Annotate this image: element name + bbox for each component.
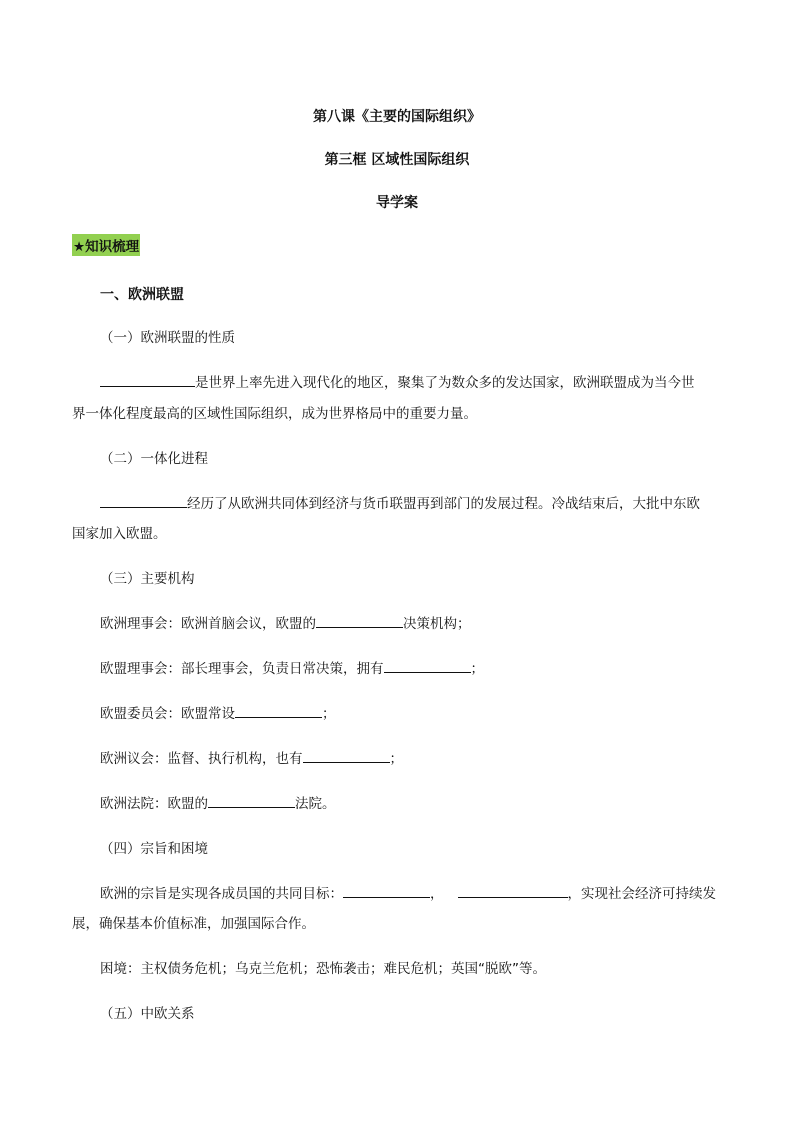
fill-blank[interactable] [100, 374, 195, 387]
lesson-title: 第八课《主要的国际组织》 [313, 109, 481, 125]
aims-text-end: ，实现社会经济可持续发 [567, 886, 716, 902]
commission-text-end: ； [322, 706, 336, 722]
commission-text: 欧盟委员会：欧盟常设 [100, 706, 235, 722]
integration-text: 经历了从欧洲共同体到经济与货币联盟再到部门的发展过程。冷战结束后，大批中东欧 [187, 496, 700, 512]
fill-blank[interactable] [100, 495, 187, 508]
fill-blank[interactable] [303, 750, 390, 763]
council-text-end: 决策机构； [403, 616, 471, 632]
aims-paragraph-line1 [100, 882, 716, 902]
minister-text: 欧盟理事会：部长理事会，负责日常决策，拥有 [100, 661, 384, 677]
fill-blank[interactable] [316, 615, 403, 628]
eu-council-line [100, 657, 484, 677]
heading-integration: （二）一体化进程 [100, 451, 208, 467]
court-text: 欧洲法院：欧盟的 [100, 796, 208, 812]
fill-blank[interactable] [235, 705, 322, 718]
heading-aims: （四）宗旨和困境 [100, 841, 208, 857]
fill-blank[interactable] [458, 885, 568, 898]
aims-paragraph-line2: 展，确保基本价值标准，加强国际合作。 [72, 916, 315, 932]
nature-paragraph-line2: 界一体化程度最高的区域性国际组织，成为世界格局中的重要力量。 [72, 406, 477, 422]
parliament-text: 欧洲议会：监督、执行机构，也有 [100, 751, 303, 767]
knowledge-tag: ★知识梳理 [72, 234, 140, 256]
section-title: 第三框 区域性国际组织 [324, 152, 470, 168]
worksheet-type: 导学案 [376, 195, 418, 211]
fill-blank[interactable] [208, 795, 295, 808]
european-council-line [100, 612, 471, 632]
integration-paragraph-line2: 国家加入欧盟。 [72, 526, 167, 542]
dilemma-line: 困境：主权债务危机；乌克兰危机；恐怖袭击；难民危机；英国“脱欧”等。 [100, 961, 546, 977]
heading-institutions: （三）主要机构 [100, 571, 195, 587]
fill-blank[interactable] [384, 660, 471, 673]
heading-china-eu: （五）中欧关系 [100, 1006, 195, 1022]
aims-text: 欧洲的宗旨是实现各成员国的共同目标： [100, 886, 343, 902]
parliament-line [100, 747, 403, 767]
parliament-text-end: ； [389, 751, 403, 767]
council-text: 欧洲理事会：欧洲首脑会议，欧盟的 [100, 616, 316, 632]
integration-paragraph-line1 [100, 492, 700, 512]
court-text-end: 法院。 [295, 796, 336, 812]
heading-eu: 一、欧洲联盟 [100, 287, 184, 303]
court-line [100, 792, 336, 812]
nature-paragraph-line1 [100, 371, 695, 391]
minister-text-end: ； [470, 661, 484, 677]
fill-blank[interactable] [343, 885, 430, 898]
aims-sep: ， [430, 886, 444, 902]
nature-text: 是世界上率先进入现代化的地区，聚集了为数众多的发达国家，欧洲联盟成为当今世 [195, 375, 695, 391]
heading-nature: （一）欧洲联盟的性质 [100, 330, 235, 346]
commission-line [100, 702, 336, 722]
